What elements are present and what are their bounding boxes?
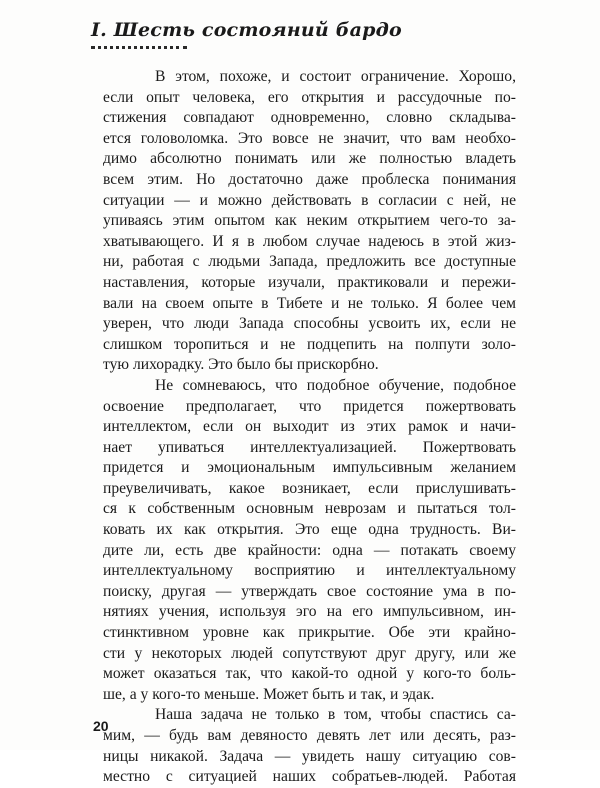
- text-line: тую лихорадку. Это было бы прискорбно.: [103, 356, 379, 374]
- text-line: дите ли, есть две крайности: одна — потакать своему: [103, 541, 516, 559]
- text-line: ситуации — и можно действовать в согласии с ней, не: [103, 191, 516, 209]
- text-line: ся к собственным основным неврозам и пытаться тол-: [103, 500, 516, 518]
- paragraph-3: [103, 705, 516, 787]
- text-line: В этом, похоже, и состоит ограничение. Хорошо,: [155, 68, 516, 85]
- paragraph-2: [103, 376, 516, 706]
- paragraph-1: [103, 67, 516, 376]
- text-line: интеллектом, если он выходит из этих рамок и начи-: [103, 418, 516, 436]
- text-line: хватывающего. И я в любом случае надеюсь в этой жиз-: [103, 232, 516, 250]
- text-line: мим, — будь вам девяносто девять лет или десять, раз-: [103, 727, 516, 744]
- page-number: 20: [93, 718, 109, 734]
- text-line: всем этим. Но достаточно даже проблеска понимания: [103, 170, 516, 188]
- text-line: наставления, которые изучали, практиковали и пережи-: [103, 273, 516, 291]
- text-line: нает упиваться интеллектуализацией. Пожертвовать: [103, 438, 516, 456]
- text-line: сти у некоторых людей сопутствуют друг другу, или же: [103, 644, 516, 662]
- text-line: ни, работая с людьми Запада, предложить все доступные: [103, 253, 516, 271]
- text-line: интеллектуальному восприятию и интеллектуальному: [103, 562, 516, 580]
- text-line: поиску, другая — утверждать свое состояние ума в по-: [103, 582, 516, 600]
- text-line: стинктивном уровне как прикрытие. Обе эти крайно-: [103, 624, 516, 642]
- text-line: Наша задача не только в том, чтобы спастись са-: [155, 706, 516, 724]
- text-line: уверен, что люди Запада способны усвоить их, если не: [103, 315, 516, 333]
- text-line: ется головоломка. Это вовсе не значит, что вам необхо-: [103, 129, 516, 147]
- text-line: придется и эмоциональным импульсивным желанием: [103, 459, 516, 477]
- text-line: слишком торопиться и не подцепить на полпути золо-: [103, 335, 516, 353]
- text-line: Не сомневаюсь, что подобное обучение, подобное: [155, 376, 516, 394]
- chapter-running-head: I. Шесть состояний бардо: [91, 19, 402, 41]
- page-body: [103, 67, 516, 788]
- text-line: стижения совпадают одновременно, словно складыва-: [103, 109, 516, 127]
- text-line: может оказаться так, что какой-то одной у кого-то боль-: [103, 665, 516, 683]
- decorative-dotted-rule: [91, 46, 187, 49]
- text-line: ше, а у кого-то меньше. Может быть и так, и эдак.: [103, 685, 435, 703]
- text-line: если опыт человека, его открытия и рассудочные по-: [103, 88, 516, 106]
- text-line: нятиях учения, используя эго на его импульсивном, ин-: [103, 603, 516, 621]
- text-line: димо абсолютно понимать или же полностью владеть: [103, 150, 516, 168]
- text-line: ковать их как открытия. Это еще одна трудность. Ви-: [103, 521, 516, 539]
- text-line: освоение предполагает, что придется пожертвовать: [103, 397, 516, 415]
- text-line: местно с ситуацией наших собратьев-людей. Работая: [103, 768, 516, 786]
- text-line: преувеличивать, какое возникает, если прислушивать-: [103, 479, 516, 497]
- text-line: упиваясь этим опытом как неким открытием чего-то за-: [103, 212, 516, 230]
- text-line: ницы никакой. Задача — увидеть нашу ситуацию сов-: [103, 747, 516, 765]
- text-line: вали на своем опыте в Тибете и не только. Я более чем: [103, 294, 516, 312]
